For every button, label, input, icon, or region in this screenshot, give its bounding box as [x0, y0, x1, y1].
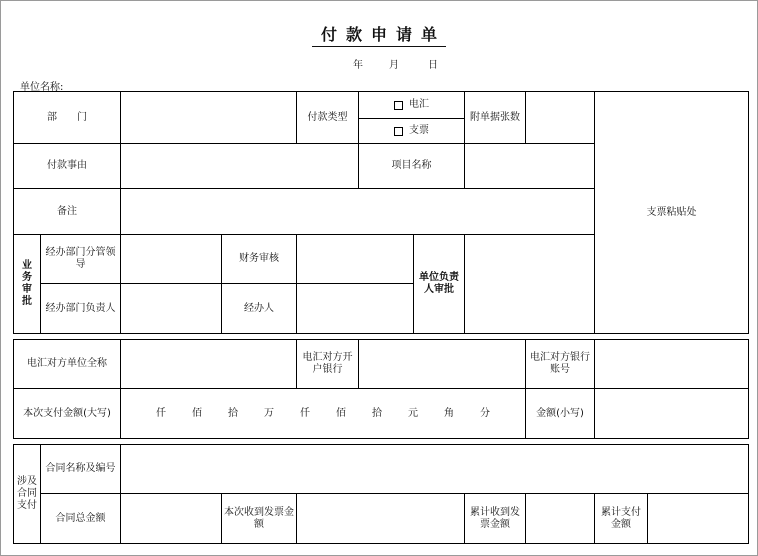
unit-shi: 拾	[228, 407, 238, 419]
payment-reason-label: 付款事由	[13, 143, 121, 189]
business-approval-label: 业务审批	[13, 234, 41, 334]
unit-head-label: 单位负责人审批	[413, 234, 465, 334]
unit-yuan: 元	[408, 407, 418, 419]
check-option[interactable]	[358, 118, 465, 144]
unit-jiao: 角	[444, 407, 454, 419]
payee-bank-label: 电汇对方开户银行	[296, 339, 359, 389]
unit-shi-2: 拾	[372, 407, 382, 419]
amount-lower-field[interactable]	[594, 388, 749, 439]
invoice-this-field[interactable]	[296, 493, 465, 544]
check-paste-area: 支票粘贴处	[594, 91, 749, 334]
payment-type-label: 付款类型	[296, 91, 359, 144]
dept-head-field[interactable]	[120, 283, 222, 334]
payee-bank-field[interactable]	[358, 339, 526, 389]
contract-name-label: 合同名称及编号	[40, 444, 121, 494]
amount-lower-label: 金额(小写)	[525, 388, 595, 439]
finance-review-field[interactable]	[296, 234, 414, 284]
handler-label: 经办人	[221, 283, 297, 334]
unit-head-field[interactable]	[464, 234, 595, 334]
unit-bai: 佰	[192, 407, 202, 419]
form-title: 付款申请单	[0, 22, 758, 45]
dept-lead-field[interactable]	[120, 234, 222, 284]
wire-option[interactable]	[358, 91, 465, 119]
finance-review-label: 财务审核	[221, 234, 297, 284]
project-name-field[interactable]	[464, 143, 595, 189]
contract-total-label: 合同总金额	[40, 493, 121, 544]
payee-name-field[interactable]	[120, 339, 297, 389]
amount-upper-field[interactable]	[120, 388, 526, 439]
unit-name-label: 单位名称:	[20, 82, 64, 93]
unit-wan: 万	[264, 407, 274, 419]
wire-checkbox[interactable]	[394, 101, 403, 110]
wire-label: 电汇	[409, 99, 429, 110]
date-month: 月	[389, 60, 399, 71]
contract-name-field[interactable]	[120, 444, 749, 494]
payment-reason-field[interactable]	[120, 143, 359, 189]
invoice-cum-label: 累计收到发票金额	[464, 493, 526, 544]
paid-cum-label: 累计支付金额	[594, 493, 648, 544]
dept-lead-label: 经办部门分管领导	[40, 234, 121, 284]
attachments-field[interactable]	[525, 91, 595, 144]
dept-head-label: 经办部门负责人	[40, 283, 121, 334]
paid-cum-field[interactable]	[647, 493, 749, 544]
unit-qian-2: 仟	[300, 407, 310, 419]
department-label: 部 门	[13, 91, 121, 144]
unit-qian: 仟	[156, 407, 166, 419]
contract-total-field[interactable]	[120, 493, 222, 544]
handler-field[interactable]	[296, 283, 414, 334]
remarks-field[interactable]	[120, 188, 595, 235]
project-name-label: 项目名称	[358, 143, 465, 189]
contract-related-label: 涉及合同支付	[13, 444, 41, 544]
date-year: 年	[353, 60, 363, 71]
department-field[interactable]	[120, 91, 297, 144]
invoice-cum-field[interactable]	[525, 493, 595, 544]
unit-bai-2: 佰	[336, 407, 346, 419]
remarks-label: 备注	[13, 188, 121, 235]
date-day: 日	[428, 60, 438, 71]
invoice-this-label: 本次收到发票金额	[221, 493, 297, 544]
payee-name-label: 电汇对方单位全称	[13, 339, 121, 389]
check-label: 支票	[409, 125, 429, 136]
unit-fen: 分	[480, 407, 490, 419]
amount-upper-label: 本次支付金额(大写)	[13, 388, 121, 439]
payee-account-field[interactable]	[594, 339, 749, 389]
attachments-label: 附单据张数	[464, 91, 526, 144]
check-checkbox[interactable]	[394, 127, 403, 136]
payee-account-label: 电汇对方银行账号	[525, 339, 595, 389]
